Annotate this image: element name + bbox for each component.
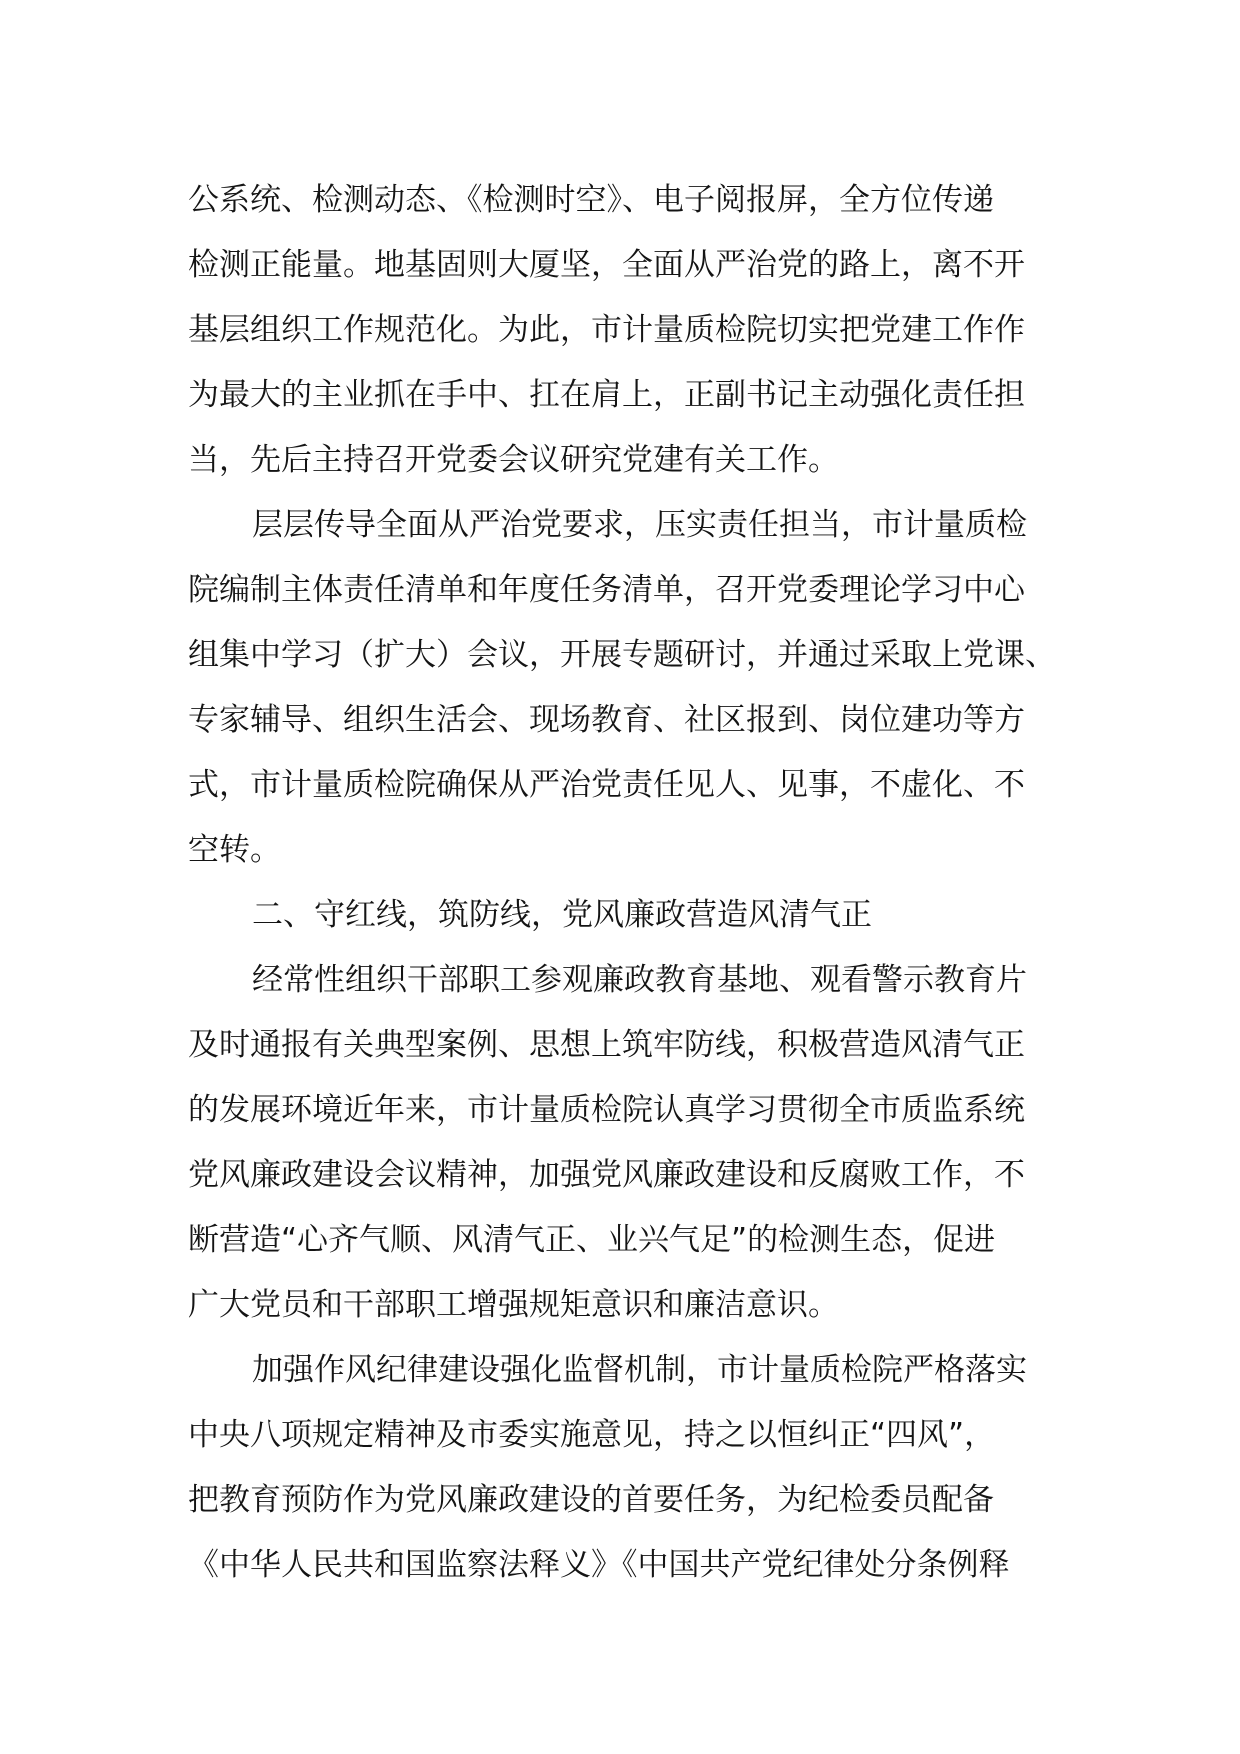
text-line: 《中华人民共和国监察法释义》《中国共产党纪律处分条例释 [188, 1547, 1010, 1583]
text-line: 把教育预防作为党风廉政建设的首要任务，为纪检委员配备 [188, 1482, 994, 1518]
text-line: 当，先后主持召开党委会议研究党建有关工作。 [188, 442, 839, 478]
text-line: 广大党员和干部职工增强规矩意识和廉洁意识。 [188, 1287, 839, 1323]
paragraph-discipline [188, 1338, 1068, 1598]
text-line: 党风廉政建设会议精神，加强党风廉政建设和反腐败工作，不 [188, 1157, 1025, 1193]
text-line: 院编制主体责任清单和年度任务清单，召开党委理论学习中心 [188, 572, 1025, 608]
text-line: 基层组织工作规范化。为此，市计量质检院切实把党建工作作 [188, 312, 1025, 348]
text-line: 检测正能量。地基固则大厦坚，全面从严治党的路上，离不开 [188, 247, 1025, 283]
text-line: 断营造“心齐气顺、风清气正、业兴气足”的检测生态，促进 [188, 1222, 996, 1258]
paragraph-continuation [188, 168, 1068, 493]
text-line: 中央八项规定精神及市委实施意见，持之以恒纠正“四风”， [188, 1417, 996, 1453]
section-heading-two [188, 883, 1068, 948]
text-line: 的发展环境近年来，市计量质检院认真学习贯彻全市质监系统 [188, 1092, 1025, 1128]
section-heading: 二、守红线，筑防线，党风廉政营造风清气正 [252, 897, 872, 933]
text-line: 组集中学习（扩大）会议，开展专题研讨，并通过采取上党课、 [188, 637, 1056, 673]
document-body [188, 168, 1068, 1598]
paragraph-responsibility [188, 493, 1068, 883]
text-line: 空转。 [188, 832, 281, 868]
text-line: 加强作风纪律建设强化监督机制，市计量质检院严格落实 [252, 1352, 1027, 1388]
paragraph-integrity-education [188, 948, 1068, 1338]
text-line: 为最大的主业抓在手中、扛在肩上，正副书记主动强化责任担 [188, 377, 1025, 413]
text-line: 式，市计量质检院确保从严治党责任见人、见事，不虚化、不 [188, 767, 1025, 803]
text-line: 公系统、检测动态、《检测时空》、电子阅报屏，全方位传递 [188, 182, 994, 218]
text-line: 专家辅导、组织生活会、现场教育、社区报到、岗位建功等方 [188, 702, 1025, 738]
text-line: 及时通报有关典型案例、思想上筑牢防线，积极营造风清气正 [188, 1027, 1025, 1063]
text-line: 层层传导全面从严治党要求，压实责任担当，市计量质检 [252, 507, 1027, 543]
text-line: 经常性组织干部职工参观廉政教育基地、观看警示教育片 [252, 962, 1027, 998]
